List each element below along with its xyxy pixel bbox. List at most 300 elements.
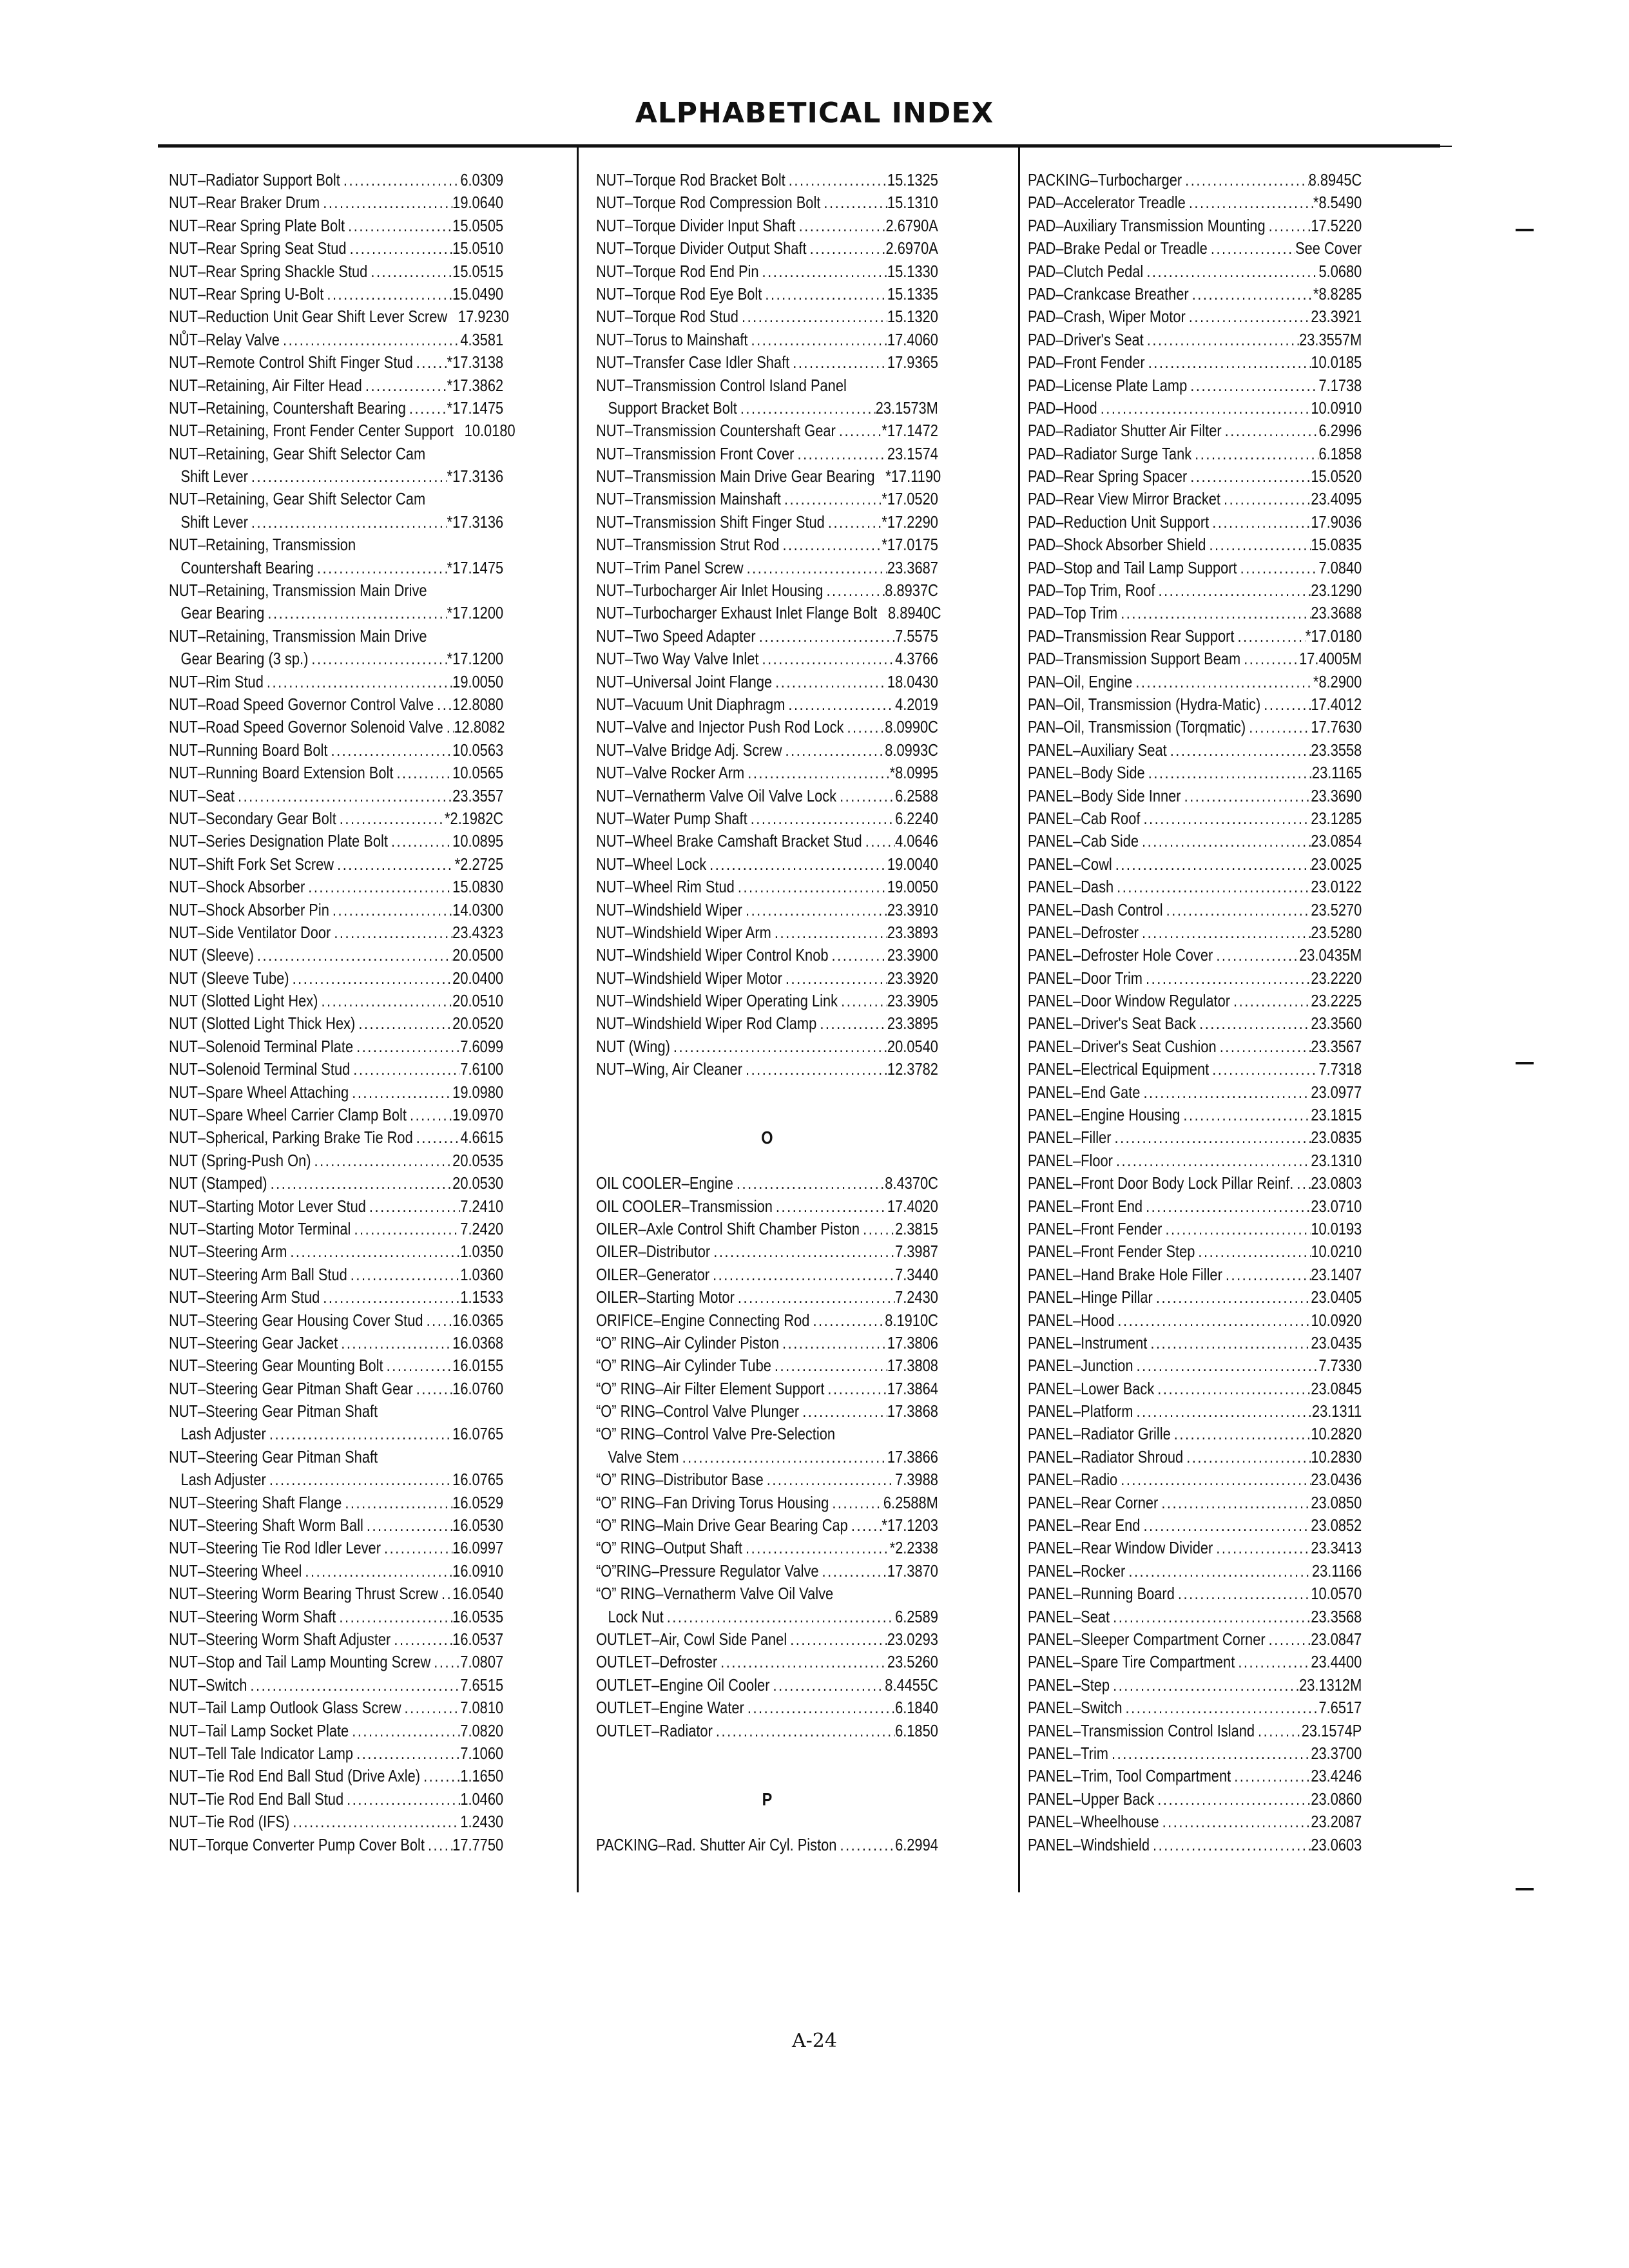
dot-leader — [1235, 1651, 1311, 1673]
entry-label: OILER–Distributor — [596, 1242, 711, 1262]
dot-leader — [353, 1742, 460, 1765]
index-entry — [1028, 1423, 1362, 1445]
entry-section-number: 17.3870 — [887, 1561, 938, 1581]
entry-label: PANEL–Radiator Shroud — [1028, 1446, 1184, 1466]
entry-label: NUT–Running Board Bolt — [169, 740, 328, 760]
dot-leader — [355, 1012, 452, 1035]
index-entry-first-line: NUT–Steering Gear Pitman Shaft — [169, 1446, 378, 1466]
dot-leader — [1175, 1582, 1311, 1605]
index-entry — [596, 329, 938, 351]
entry-label: PANEL–Rear Window Divider — [1028, 1538, 1213, 1558]
index-entry — [1028, 305, 1362, 328]
dot-leader — [1189, 283, 1313, 305]
index-entry — [1028, 1035, 1362, 1058]
entry-label: PAD–Top Trim — [1028, 603, 1118, 623]
index-entry — [596, 671, 938, 693]
dot-leader — [794, 443, 887, 465]
dot-leader — [843, 716, 885, 738]
index-entry — [169, 1606, 503, 1628]
entry-section-number: 17.7750 — [452, 1834, 504, 1854]
index-entry — [1028, 785, 1362, 807]
dot-leader — [336, 1606, 452, 1628]
entry-label: PANEL–Instrument — [1028, 1332, 1148, 1352]
index-entry — [169, 990, 503, 1012]
dot-leader — [1217, 1035, 1311, 1058]
index-entry — [596, 899, 938, 921]
entry-section-number: *2.2725 — [454, 854, 504, 874]
entry-section-number: 6.1840 — [895, 1698, 938, 1718]
entry-section-number: 6.2588M — [883, 1492, 938, 1512]
index-entry — [596, 579, 938, 602]
entry-label: PANEL–Seat — [1028, 1606, 1110, 1626]
dot-leader — [1113, 876, 1311, 898]
entry-label: NUT–Spherical, Parking Brake Tie Rod — [169, 1128, 413, 1148]
index-entry — [169, 1195, 503, 1218]
entry-section-number: 23.3687 — [887, 557, 938, 577]
index-entry — [169, 169, 503, 191]
index-entry — [1028, 830, 1362, 852]
entry-section-number: 23.0835 — [1311, 1128, 1362, 1148]
entry-section-number: 23.3920 — [887, 968, 938, 988]
index-entry — [596, 716, 938, 738]
entry-label: OILER–Axle Control Shift Chamber Piston — [596, 1218, 860, 1238]
dot-leader — [782, 739, 885, 762]
index-entry — [169, 602, 503, 624]
dot-leader — [733, 1172, 885, 1195]
dot-leader — [779, 533, 882, 556]
dot-leader — [1196, 1012, 1311, 1035]
index-entry — [169, 1811, 503, 1833]
entry-label: NUT (Sleeve) — [169, 945, 254, 965]
spacer — [596, 1742, 938, 1765]
entry-label: NUT–Torque Rod Stud — [596, 307, 738, 327]
index-entry — [596, 419, 938, 442]
dot-leader — [819, 1560, 887, 1582]
dot-leader — [406, 397, 447, 419]
index-entry-first-line: NUT–Retaining, Gear Shift Selector Cam — [169, 443, 426, 463]
index-entry — [169, 557, 503, 579]
index-entry — [596, 351, 938, 374]
entry-section-number: 15.1310 — [887, 193, 938, 213]
index-entry — [596, 1720, 938, 1742]
dot-leader — [1139, 921, 1311, 944]
index-entry — [169, 671, 503, 693]
entry-label: “O” RING–Air Filter Element Support — [596, 1378, 825, 1398]
index-entry — [1028, 853, 1362, 876]
dot-leader — [287, 1240, 460, 1263]
entry-section-number: 16.0529 — [452, 1492, 504, 1512]
dot-leader — [1132, 671, 1313, 693]
entry-label: NUT–Two Way Valve Inlet — [596, 649, 759, 669]
entry-section-number: 6.2240 — [895, 808, 938, 828]
entry-label: NUT–Transmission Countershaft Gear — [596, 421, 836, 441]
index-entry — [596, 1468, 938, 1491]
dot-leader — [1142, 967, 1311, 990]
entry-label: NUT–Tell Tale Indicator Lamp — [169, 1743, 354, 1763]
index-entry — [596, 1332, 938, 1354]
index-entry — [169, 1309, 503, 1332]
entry-section-number: 23.0025 — [1311, 854, 1362, 874]
dot-leader — [1144, 329, 1299, 351]
entry-label: OILER–Generator — [596, 1264, 710, 1284]
index-entry — [1028, 1058, 1362, 1081]
index-entry-first-line: “O” RING–Control Valve Pre-Selection — [596, 1424, 836, 1444]
entry-label: NUT–Radiator Support Bolt — [169, 170, 340, 189]
entry-label: PANEL–Rocker — [1028, 1561, 1126, 1581]
entry-section-number: *17.1203 — [882, 1515, 938, 1535]
entry-section-number: 15.0520 — [1311, 466, 1362, 486]
dot-leader — [329, 899, 452, 921]
entry-label: PAD–Driver's Seat — [1028, 329, 1144, 349]
index-entry — [596, 397, 938, 419]
entry-section-number: 6.2996 — [1318, 421, 1362, 441]
dot-leader — [390, 1628, 452, 1651]
dot-leader — [735, 876, 887, 898]
dot-leader — [383, 1354, 453, 1377]
dot-leader — [1125, 1560, 1312, 1582]
entry-section-number: *17.1472 — [882, 421, 938, 441]
entry-section-number: 23.2087 — [1311, 1812, 1362, 1832]
dot-leader — [1139, 830, 1311, 852]
index-entry — [596, 1651, 938, 1673]
entry-section-number: 1.0460 — [460, 1789, 504, 1809]
index-entry — [1028, 169, 1362, 191]
index-entry — [1028, 1332, 1362, 1354]
entry-label: Lash Adjuster — [180, 1470, 266, 1490]
entry-label: PANEL–Cab Roof — [1028, 808, 1141, 828]
index-entry — [1028, 1195, 1362, 1218]
entry-label: NUT–Two Speed Adapter — [596, 626, 756, 646]
entry-label: Support Bracket Bolt — [608, 398, 737, 418]
index-entry — [596, 1286, 938, 1309]
entry-label: NUT–Torque Converter Pump Cover Bolt — [169, 1834, 425, 1854]
entry-section-number: 19.0050 — [452, 671, 504, 691]
entry-section-number: 23.0850 — [1311, 1492, 1362, 1512]
index-entry — [596, 465, 941, 488]
index-entry — [169, 785, 503, 807]
entry-label: PANEL–Front End — [1028, 1196, 1143, 1216]
entry-label: PANEL–Electrical Equipment — [1028, 1059, 1210, 1079]
entry-label: NUT–Stop and Tail Lamp Mounting Screw — [169, 1652, 431, 1672]
entry-label: PANEL–Door Window Regulator — [1028, 991, 1231, 1011]
entry-label: NUT–Switch — [169, 1675, 247, 1695]
entry-label: PANEL–Front Fender — [1028, 1218, 1162, 1238]
index-entry — [596, 1834, 938, 1856]
dot-leader — [1187, 374, 1318, 397]
entry-section-number: 4.0646 — [895, 831, 938, 851]
entry-section-number: 23.0852 — [1311, 1515, 1362, 1535]
dot-leader — [756, 625, 895, 648]
dot-leader — [1114, 1309, 1311, 1332]
entry-section-number: 23.1407 — [1311, 1264, 1362, 1284]
entry-label: PAN–Oil, Transmission (Hydra-Matic) — [1028, 694, 1261, 714]
entry-label: NUT–Steering Worm Shaft — [169, 1606, 336, 1626]
dot-leader — [1234, 625, 1305, 648]
entry-section-number: *8.0995 — [889, 763, 938, 783]
entry-section-number: 23.1312M — [1299, 1675, 1362, 1695]
header-rule — [158, 144, 1440, 148]
index-entry — [596, 557, 938, 579]
index-entry — [169, 899, 503, 921]
dot-leader — [340, 169, 460, 191]
dot-leader — [742, 1058, 887, 1081]
index-entry — [169, 1058, 503, 1081]
dot-leader — [264, 671, 452, 693]
dot-leader — [787, 1628, 887, 1651]
entry-label: OUTLET–Engine Water — [596, 1698, 744, 1718]
entry-section-number: 16.0530 — [452, 1515, 504, 1535]
entry-label: OIL COOLER–Transmission — [596, 1196, 773, 1216]
index-entry — [1028, 465, 1362, 488]
dot-leader — [1111, 1126, 1311, 1149]
dot-leader — [367, 260, 452, 283]
index-entry — [169, 511, 503, 533]
dot-leader — [679, 1446, 887, 1468]
entry-section-number: 2.6970A — [885, 238, 938, 258]
entry-section-number: *8.2900 — [1313, 671, 1362, 691]
entry-section-number: *17.2290 — [882, 512, 938, 532]
entry-label: NUT–Transfer Case Idler Shaft — [596, 352, 790, 372]
entry-label: PANEL–Step — [1028, 1675, 1110, 1695]
entry-label: OUTLET–Air, Cowl Side Panel — [596, 1629, 787, 1649]
dot-leader — [1122, 1696, 1318, 1719]
entry-label: NUT–Rim Stud — [169, 671, 264, 691]
dot-leader — [280, 329, 460, 351]
dot-leader — [1266, 1628, 1311, 1651]
entry-section-number: 12.8080 — [452, 694, 504, 714]
entry-section-number: 7.2410 — [460, 1196, 504, 1216]
entry-label: NUT–Rear Braker Drum — [169, 193, 320, 213]
dot-leader — [381, 1537, 452, 1559]
entry-label: PANEL–Sleeper Compartment Corner — [1028, 1629, 1266, 1649]
entry-section-number: 23.3557M — [1299, 329, 1362, 349]
index-entry — [169, 1560, 503, 1582]
index-entry — [169, 921, 503, 944]
index-entry — [1028, 1309, 1362, 1332]
dot-leader — [1133, 1354, 1318, 1377]
dot-leader — [824, 1378, 887, 1400]
entry-section-number: 6.0309 — [460, 170, 504, 189]
index-entry — [169, 419, 516, 442]
dot-leader — [779, 1332, 887, 1354]
dot-leader — [782, 967, 887, 990]
dot-leader — [1220, 488, 1311, 510]
entry-section-number: 23.1290 — [1311, 581, 1362, 601]
entry-label: NUT–Tie Rod (IFS) — [169, 1812, 290, 1832]
entry-section-number: 7.0810 — [460, 1698, 504, 1718]
index-entry — [169, 305, 509, 328]
entry-label: PANEL–Radio — [1028, 1470, 1118, 1490]
index-entry — [169, 1126, 503, 1149]
index-entry — [1028, 1172, 1362, 1195]
index-entry — [169, 853, 503, 876]
entry-label: NUT (Spring-Push On) — [169, 1150, 311, 1170]
dot-leader — [1231, 1765, 1311, 1787]
dot-leader — [1153, 1286, 1311, 1309]
entry-label: PANEL–Trim, Tool Compartment — [1028, 1766, 1231, 1786]
entry-label: PANEL–Radiator Grille — [1028, 1424, 1171, 1444]
entry-section-number: 20.0520 — [452, 1014, 504, 1033]
index-entry — [596, 1696, 938, 1719]
dot-leader — [825, 511, 882, 533]
entry-section-number: 20.0510 — [452, 991, 504, 1011]
dot-leader — [759, 260, 887, 283]
dot-leader — [423, 1309, 453, 1332]
index-entry — [169, 693, 503, 716]
dot-leader — [829, 1492, 883, 1514]
entry-section-number: 15.0505 — [452, 215, 504, 235]
entry-label: PAD–Front Fender — [1028, 352, 1145, 372]
dot-leader — [1163, 899, 1311, 921]
entry-label: “O” RING–Control Valve Plunger — [596, 1401, 800, 1421]
dot-leader — [1154, 1378, 1311, 1400]
index-entry — [596, 1492, 938, 1514]
dot-leader — [1117, 602, 1311, 624]
entry-label: NUT–Torque Divider Output Shaft — [596, 238, 807, 258]
entry-label: NŮT–Relay Valve — [169, 329, 280, 349]
entry-section-number: 15.0490 — [452, 284, 504, 303]
entry-section-number: 8.0990C — [885, 717, 938, 737]
dot-leader — [1183, 1446, 1311, 1468]
entry-section-number: 4.3766 — [895, 649, 938, 669]
entry-section-number: 7.6099 — [460, 1036, 504, 1056]
dot-leader — [737, 397, 876, 419]
entry-section-number: 23.2220 — [1311, 968, 1362, 988]
index-entry — [1028, 1149, 1362, 1172]
index-entry — [169, 397, 503, 419]
entry-label: NUT–Turbocharger Air Inlet Housing — [596, 581, 824, 601]
entry-section-number: 10.0895 — [452, 831, 504, 851]
entry-label: NUT–Rear Spring Plate Bolt — [169, 215, 345, 235]
entry-label: PANEL–Cowl — [1028, 854, 1112, 874]
index-entry — [596, 1514, 938, 1537]
entry-label: NUT–Valve Rocker Arm — [596, 763, 745, 783]
entry-label: OIL COOLER–Engine — [596, 1173, 733, 1193]
entry-label: PANEL–Auxiliary Seat — [1028, 740, 1167, 760]
entry-section-number: 23.3567 — [1311, 1036, 1362, 1056]
entry-label: NUT (Stamped) — [169, 1173, 267, 1193]
entry-label: NUT–Windshield Wiper Arm — [596, 922, 771, 942]
dot-leader — [742, 1537, 890, 1559]
index-entry-first-line: NUT–Retaining, Transmission Main Drive — [169, 626, 427, 646]
dot-leader — [738, 305, 887, 328]
index-entry — [596, 1446, 938, 1468]
entry-label: NUT–Torque Rod Eye Bolt — [596, 284, 762, 303]
dot-leader — [1240, 648, 1299, 670]
entry-section-number: 7.7318 — [1318, 1059, 1362, 1079]
entry-label: NUT–Retaining, Countershaft Bearing — [169, 398, 406, 418]
index-entry — [596, 921, 938, 944]
entry-label: NUT–Tie Rod End Ball Stud — [169, 1789, 344, 1809]
entry-label: NUT–Shock Absorber — [169, 877, 305, 897]
dot-leader — [862, 830, 895, 852]
entry-section-number: 16.0760 — [452, 1378, 504, 1398]
entry-section-number: 23.1285 — [1311, 808, 1362, 828]
entry-label: NUT–Series Designation Plate Bolt — [169, 831, 388, 851]
index-entry — [1028, 237, 1362, 260]
entry-section-number: 23.0436 — [1311, 1470, 1362, 1490]
entry-section-number: *17.3136 — [447, 512, 504, 532]
index-entry — [169, 1354, 503, 1377]
entry-label: NUT–Wing, Air Cleaner — [596, 1059, 742, 1079]
dot-leader — [407, 1104, 452, 1126]
entry-section-number: 15.1335 — [887, 284, 938, 303]
page-title: ALPHABETICAL INDEX — [635, 97, 994, 130]
entry-label: “O” RING–Air Cylinder Piston — [596, 1332, 779, 1352]
index-entry — [1028, 488, 1362, 510]
index-entry — [596, 1560, 938, 1582]
entry-section-number: 8.8945C — [1308, 170, 1362, 189]
index-entry — [596, 944, 938, 966]
index-entry — [596, 1628, 938, 1651]
index-entry — [1028, 1492, 1362, 1514]
index-entry — [1028, 1012, 1362, 1035]
page-number: A-24 — [792, 2030, 837, 2052]
entry-section-number: 17.3866 — [887, 1446, 938, 1466]
index-entry — [1028, 1696, 1362, 1719]
entry-section-number: 23.0847 — [1311, 1629, 1362, 1649]
entry-label: NUT–Windshield Wiper Rod Clamp — [596, 1014, 817, 1033]
index-entry — [1028, 419, 1362, 442]
index-entry — [169, 191, 503, 214]
entry-section-number: 23.3690 — [1311, 785, 1362, 805]
dot-leader — [836, 1834, 895, 1856]
entry-label: NUT–Rear Spring Shackle Stud — [169, 261, 368, 281]
entry-label: NUT–Torus to Mainshaft — [596, 329, 748, 349]
entry-label: Gear Bearing — [180, 603, 265, 623]
index-entry — [596, 853, 938, 876]
index-entry — [1028, 1742, 1362, 1765]
entry-section-number: 7.7330 — [1318, 1356, 1362, 1376]
dot-leader — [1213, 1537, 1311, 1559]
dot-leader — [331, 921, 452, 944]
index-entry — [169, 830, 503, 852]
entry-section-number: 7.2420 — [460, 1218, 504, 1238]
entry-label: PANEL–Door Trim — [1028, 968, 1143, 988]
dot-leader — [799, 1400, 887, 1423]
entry-section-number: 2.3815 — [895, 1218, 938, 1238]
index-entry — [596, 1674, 938, 1696]
entry-label: NUT–Solenoid Terminal Stud — [169, 1059, 351, 1079]
index-entry — [1028, 374, 1362, 397]
index-entry — [169, 1264, 503, 1286]
index-entry — [169, 1035, 503, 1058]
entry-label: NUT–Torque Rod Compression Bolt — [596, 193, 821, 213]
index-entry — [596, 1035, 938, 1058]
dot-leader — [781, 488, 882, 510]
dot-leader — [264, 602, 447, 624]
index-entry — [596, 1172, 938, 1195]
dot-leader — [717, 1651, 887, 1673]
dot-leader — [1133, 1400, 1311, 1423]
entry-label: NUT–Steering Gear Pitman Shaft Gear — [169, 1378, 413, 1398]
entry-section-number: 7.5575 — [895, 626, 938, 646]
index-entry — [169, 1720, 503, 1742]
dot-leader — [342, 1492, 452, 1514]
entry-label: NUT–Spare Wheel Attaching — [169, 1082, 349, 1102]
index-entry — [596, 443, 938, 465]
index-entry — [1028, 579, 1362, 602]
entry-section-number: 10.0180 — [464, 421, 516, 441]
entry-label: PANEL–Body Side — [1028, 763, 1145, 783]
entry-label: PAD–Accelerator Treadle — [1028, 193, 1186, 213]
dot-leader — [413, 351, 447, 374]
entry-section-number: 23.4095 — [1311, 489, 1362, 509]
entry-section-number: 23.3910 — [887, 899, 938, 919]
index-entry — [169, 1081, 503, 1104]
spacer — [596, 1811, 938, 1833]
dot-leader — [302, 1560, 452, 1582]
